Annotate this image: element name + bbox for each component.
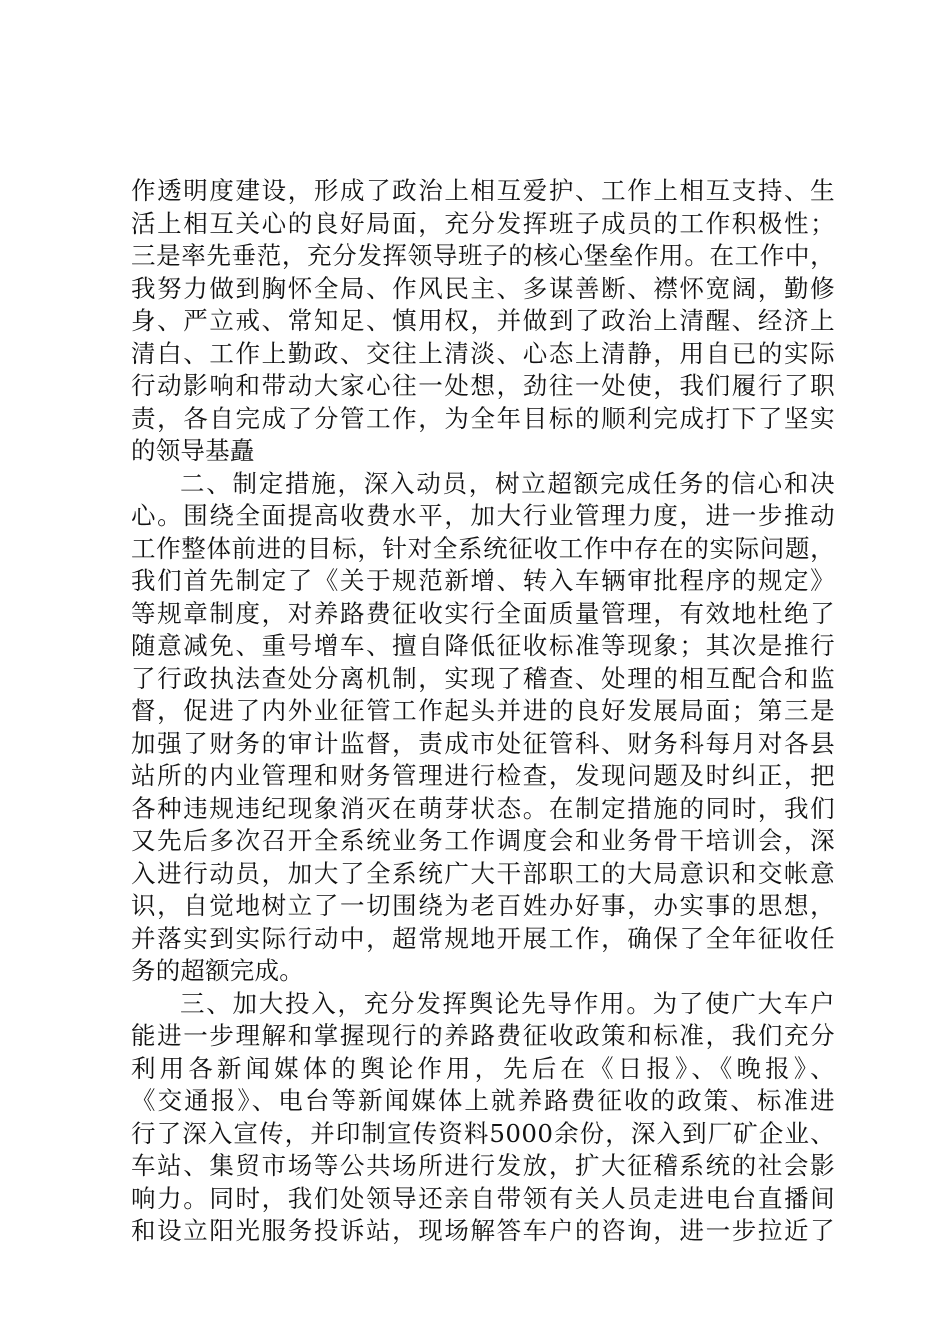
- text-line: 了行政执法查处分离机制，实现了稽查、处理的相互配合和监: [131, 663, 835, 693]
- text-line: 作透明度建设，形成了政治上相互爱护、工作上相互支持、生: [131, 176, 835, 205]
- text-line: 我们首先制定了《关于规范新增、转入车辆审批程序的规定》: [131, 566, 835, 595]
- text-line: 行了深入宣传，并印制宣传资料5000余份，深入到厂矿企业、: [131, 1118, 835, 1148]
- text-line: 心。围绕全面提高收费水平，加大行业管理力度，进一步推动: [131, 501, 835, 530]
- text-line: 随意减免、重号增车、擅自降低征收标准等现象；其次是推行: [131, 631, 835, 660]
- text-line: 活上相互关心的良好局面，充分发挥班子成员的工作积极性；: [131, 208, 835, 238]
- text-line: 入进行动员，加大了全系统广大干部职工的大局意识和交帐意: [131, 858, 835, 888]
- text-line: 和设立阳光服务投诉站，现场解答车户的咨询，进一步拉近了: [131, 1216, 835, 1245]
- text-line: 加强了财务的审计监督，责成市处征管科、财务科每月对各县: [131, 728, 835, 758]
- text-line: 并落实到实际行动中，超常规地开展工作，确保了全年征收任: [131, 923, 835, 953]
- text-line: 务的超额完成。: [131, 956, 304, 985]
- text-line: 身、严立戒、常知足、慎用权，并做到了政治上清醒、经济上: [131, 306, 835, 335]
- text-line: 车站、集贸市场等公共场所进行发放，扩大征稽系统的社会影: [131, 1151, 835, 1180]
- text-line: 响力。同时，我们处领导还亲自带领有关人员走进电台直播间: [131, 1183, 835, 1213]
- text-line: 等规章制度，对养路费征收实行全面质量管理，有效地杜绝了: [131, 598, 835, 628]
- text-line: 能进一步理解和掌握现行的养路费征收政策和标准，我们充分: [131, 1021, 835, 1050]
- text-line: 《交通报》、电台等新闻媒体上就养路费征收的政策、标准进: [131, 1086, 835, 1115]
- text-line: 行动影响和带动大家心往一处想，劲往一处使，我们履行了职: [131, 371, 835, 400]
- text-line: 的领导基矗: [131, 436, 255, 465]
- text-line: 又先后多次召开全系统业务工作调度会和业务骨干培训会，深: [131, 826, 835, 855]
- text-line: 三是率先垂范，充分发挥领导班子的核心堡垒作用。在工作中，: [131, 241, 835, 270]
- text-line: 利用各新闻媒体的舆论作用，先后在《日报》、《晚报》、: [131, 1053, 835, 1083]
- text-line: 我努力做到胸怀全局、作风民主、多谋善断、襟怀宽阔，勤修: [131, 273, 835, 303]
- paragraph-heading-line: 二、制定措施，深入动员，树立超额完成任务的信心和决: [180, 468, 835, 498]
- text-line: 工作整体前进的目标，针对全系统征收工作中存在的实际问题，: [131, 533, 835, 563]
- text-line: 清白、工作上勤政、交往上清淡、心态上清静，用自已的实际: [131, 338, 835, 368]
- paragraph-heading-line: 三、加大投入，充分发挥舆论先导作用。为了使广大车户: [180, 988, 835, 1018]
- text-line: 督，促进了内外业征管工作起头并进的良好发展局面；第三是: [131, 696, 835, 725]
- text-line: 责，各自完成了分管工作，为全年目标的顺利完成打下了坚实: [131, 403, 835, 433]
- text-line: 各种违规违纪现象消灭在萌芽状态。在制定措施的同时，我们: [131, 793, 835, 823]
- body-text: [131, 175, 835, 1248]
- text-line: 识，自觉地树立了一切围绕为老百姓办好事，办实事的思想，: [131, 891, 835, 920]
- text-line: 站所的内业管理和财务管理进行检查，发现问题及时纠正，把: [131, 761, 835, 790]
